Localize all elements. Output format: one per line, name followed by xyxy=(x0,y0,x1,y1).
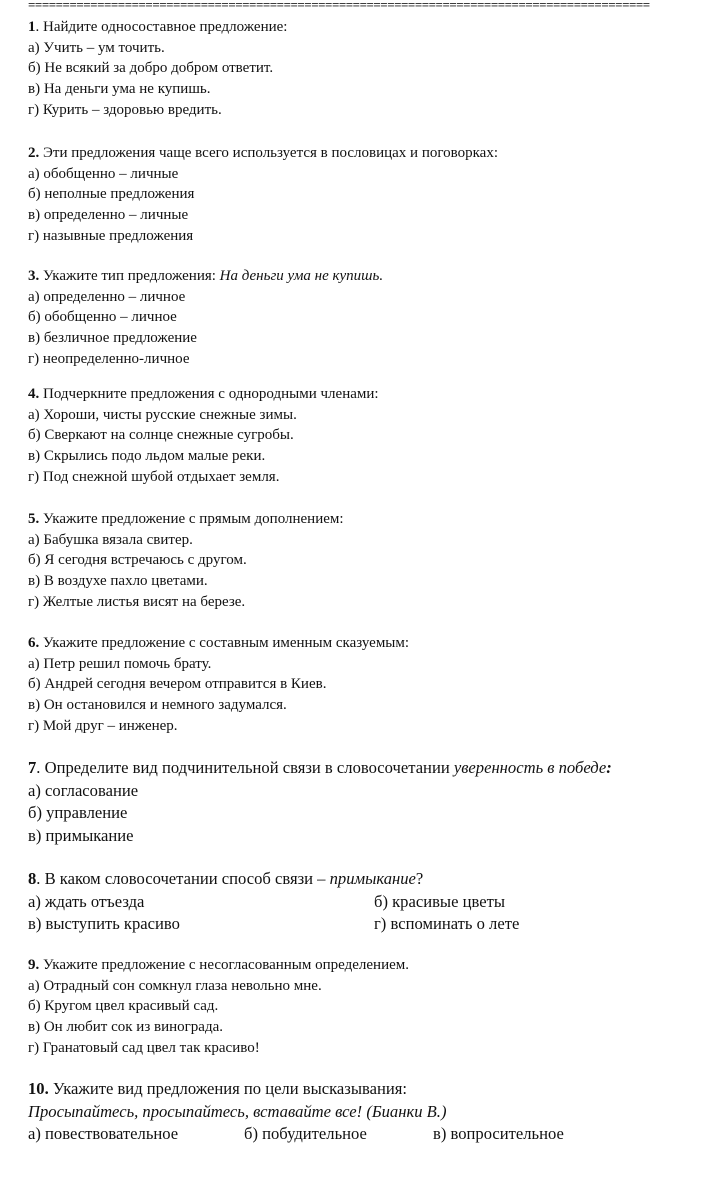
option: б) Я сегодня встречаюсь с другом. xyxy=(28,552,247,569)
option: в) Он любит сок из винограда. xyxy=(28,1019,223,1036)
question-10 xyxy=(28,1078,718,1146)
question-number: 3. xyxy=(28,268,40,284)
option: г) Желтые листья висят на березе. xyxy=(28,593,246,610)
question-text: Укажите предложение с несогласованным определением. xyxy=(39,957,409,973)
question-1 xyxy=(28,17,718,121)
question-text: . Определите вид подчинительной связи в словосочетании xyxy=(36,758,454,777)
question-5 xyxy=(28,509,718,613)
question-number: 8 xyxy=(28,869,37,888)
question-1-prompt xyxy=(28,17,718,38)
option: в) Он остановился и немного задумался. xyxy=(28,697,287,714)
question-number: 6. xyxy=(28,635,40,651)
question-number: 5. xyxy=(28,511,40,527)
option: г) Мой друг – инженер. xyxy=(28,717,178,734)
question-9 xyxy=(28,955,718,1059)
question-number: 7 xyxy=(28,758,37,777)
question-text: Укажите предложение с составным именным сказуемым: xyxy=(39,635,410,651)
example-sentence: Просыпайтесь, просыпайтесь, вставайте все! (Бианки В.) xyxy=(28,1101,447,1121)
option: а) Учить – ум точить. xyxy=(28,39,165,56)
option: в) вопросительное xyxy=(433,1124,564,1144)
question-4 xyxy=(28,384,718,488)
question-4-prompt xyxy=(28,384,718,405)
option: б) Не всякий за добро добром ответит. xyxy=(28,60,274,77)
option: а) согласование xyxy=(28,780,139,800)
example-term: примыкание xyxy=(329,869,416,888)
question-text: Подчеркните предложения с однородными членами: xyxy=(39,386,379,402)
option: г) неопределенно-личное xyxy=(28,350,190,367)
header-rule: ========================================================================================== xyxy=(28,0,650,10)
option: в) На деньги ума не купишь. xyxy=(28,81,211,98)
option: а) повествовательное xyxy=(28,1124,179,1144)
options-row xyxy=(28,891,718,914)
option: а) ждать отъезда xyxy=(28,891,145,911)
option: а) Хороши, чисты русские снежные зимы. xyxy=(28,406,297,423)
question-text: Укажите вид предложения по цели высказывания: xyxy=(48,1079,407,1098)
question-6 xyxy=(28,633,718,737)
question-3 xyxy=(28,266,718,370)
question-6-prompt xyxy=(28,633,718,654)
question-text: . Найдите односоставное предложение: xyxy=(35,19,288,35)
option: б) обобщенно – личное xyxy=(28,309,177,326)
option: в) В воздухе пахло цветами. xyxy=(28,573,208,590)
question-7 xyxy=(28,757,718,847)
question-9-prompt xyxy=(28,955,718,976)
option: г) назывные предложения xyxy=(28,227,194,244)
question-7-prompt xyxy=(28,757,718,780)
question-mark: ? xyxy=(415,869,424,888)
question-text: Эти предложения чаще всего используется в пословицах и поговорках: xyxy=(39,145,499,161)
option: а) Отрадный сон сомкнул глаза невольно мне. xyxy=(28,977,322,994)
option: б) побудительное xyxy=(244,1124,367,1144)
option: а) Петр решил помочь брату. xyxy=(28,655,212,672)
option: б) неполные предложения xyxy=(28,186,195,203)
question-2-prompt xyxy=(28,143,718,164)
option: г) вспоминать о лете xyxy=(374,914,520,934)
options-row xyxy=(28,1123,718,1146)
option: а) определенно – личное xyxy=(28,288,186,305)
question-8 xyxy=(28,868,718,936)
option: г) Гранатовый сад цвел так красиво! xyxy=(28,1039,260,1056)
example-phrase: уверенность в победе xyxy=(453,758,607,777)
option: а) Бабушка вязала свитер. xyxy=(28,531,193,548)
option: г) Под снежной шубой отдыхает земля. xyxy=(28,468,280,485)
option: в) примыкание xyxy=(28,825,134,845)
question-number: 9. xyxy=(28,957,40,973)
option: б) Кругом цвел красивый сад. xyxy=(28,998,219,1015)
option: б) Сверкают на солнце снежные сугробы. xyxy=(28,427,294,444)
question-text: Укажите предложение с прямым дополнением: xyxy=(39,511,344,527)
question-2 xyxy=(28,143,718,247)
question-number: 2. xyxy=(28,145,40,161)
option: г) Курить – здоровью вредить. xyxy=(28,101,222,118)
question-text: Укажите тип предложения: xyxy=(39,268,220,284)
question-10-prompt xyxy=(28,1078,718,1101)
option: в) определенно – личные xyxy=(28,207,189,224)
option: в) выступить красиво xyxy=(28,914,180,934)
option: в) безличное предложение xyxy=(28,330,197,347)
option: в) Скрылись подо льдом малые реки. xyxy=(28,448,266,465)
question-3-prompt xyxy=(28,266,718,287)
question-number: 1 xyxy=(28,19,36,35)
option: б) красивые цветы xyxy=(374,891,505,911)
options-row xyxy=(28,913,718,936)
question-text: . В каком словосочетании способ связи – xyxy=(36,869,330,888)
question-8-prompt xyxy=(28,868,718,891)
question-number: 4. xyxy=(28,386,40,402)
colon: : xyxy=(606,758,612,777)
option: б) управление xyxy=(28,803,128,823)
question-5-prompt xyxy=(28,509,718,530)
option: а) обобщенно – личные xyxy=(28,165,179,182)
question-number: 10. xyxy=(28,1079,49,1098)
option: б) Андрей сегодня вечером отправится в Киев. xyxy=(28,676,327,693)
example-sentence: На деньги ума не купишь. xyxy=(219,268,384,284)
